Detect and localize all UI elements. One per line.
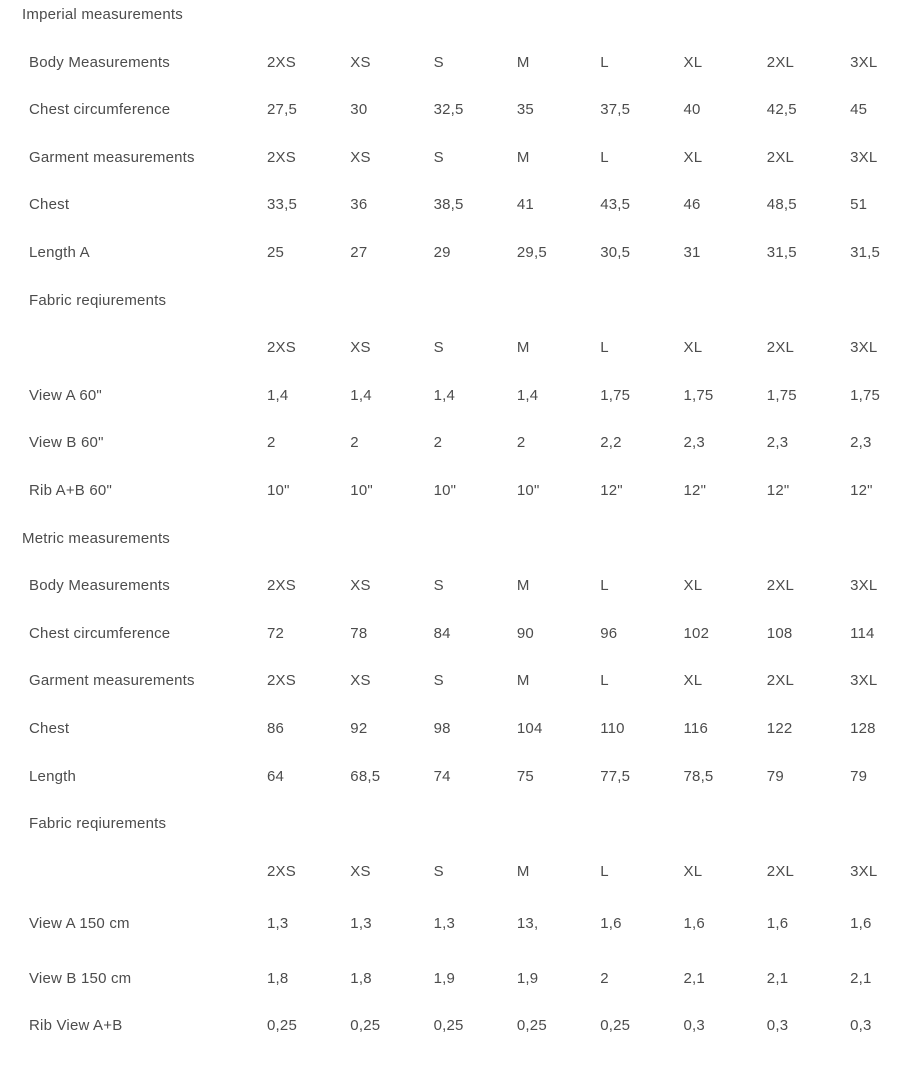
size-cell: 90 [516,624,534,642]
size-cell: 2 [600,969,609,987]
row-cells [267,971,900,987]
size-cell: 0,25 [267,1017,297,1035]
size-cell: L [600,672,609,690]
table-row [0,340,900,388]
size-cell: 1,75 [766,386,797,404]
size-cell: 0,3 [683,1017,705,1035]
size-cell: 3XL [850,577,878,595]
size-cell: 2XS [267,862,296,880]
size-cell: 25 [267,243,285,261]
size-cell: 1,3 [267,915,289,933]
row-cells [267,388,900,404]
size-cell: 31 [683,243,701,261]
size-cell: 30,5 [600,243,631,261]
size-cell: 46 [683,196,701,214]
size-cell: 104 [516,719,543,737]
row-label: Imperial measurements [22,6,183,23]
size-cell: XL [683,862,703,880]
table-row [0,916,900,964]
row-label: Rib View A+B [29,1017,123,1035]
size-cell: 96 [600,624,618,642]
size-cell: 84 [433,624,451,642]
table-row [0,102,900,150]
size-cell: 79 [766,767,784,785]
row-label: Chest [29,196,70,214]
row-label: Garment measurements [29,148,195,166]
table-row [0,197,900,245]
size-cell: 2XS [267,339,296,357]
size-cell: 35 [516,101,534,119]
table-row [0,293,900,341]
size-cell: 77,5 [600,767,631,785]
size-cell: 0,3 [850,1017,872,1035]
size-cell: 1,4 [516,386,539,404]
size-cell: M [516,148,530,166]
row-label: Body Measurements [29,577,170,595]
table-row [0,7,900,55]
size-cell: S [433,862,444,880]
size-cell: L [600,148,609,166]
size-cell: 110 [600,719,625,737]
size-cell: 51 [850,196,868,214]
table-row [0,1018,900,1066]
size-cell: 10" [267,481,290,499]
size-cell: 45 [850,101,868,119]
size-cell: XS [350,339,371,357]
size-cell: 0,25 [433,1017,464,1035]
size-cell: 1,8 [267,969,289,987]
size-cell: 1,8 [350,969,372,987]
size-cell: XS [350,53,371,71]
size-cell: 37,5 [600,101,631,119]
size-cell: XS [350,148,371,166]
size-cell: 2XS [267,672,296,690]
size-cell: 2,3 [766,434,789,452]
size-cell: 102 [683,624,710,642]
size-cell: 10" [350,481,373,499]
size-cell: 40 [683,101,701,119]
table-row [0,388,900,436]
row-label: Chest [29,719,70,737]
size-cell: 42,5 [766,101,797,119]
row-label: Rib A+B 60" [29,481,112,499]
size-cell: 29 [433,243,451,261]
row-label: Fabric reqiurements [29,291,167,309]
size-cell: 2 [516,434,526,452]
table-row [0,816,900,864]
size-cell: 1,6 [600,915,622,933]
row-cells [267,435,900,451]
size-cell: 1,9 [433,969,456,987]
size-cell: XS [350,672,371,690]
size-cell: 2XL [766,577,795,595]
table-row [0,721,900,769]
size-cell: 2,1 [683,969,705,987]
size-cell: 86 [267,719,285,737]
row-label: Metric measurements [22,529,171,547]
size-cell: M [516,672,530,690]
table-row [0,578,900,626]
table-row [0,245,900,293]
size-cell: 10" [516,481,540,499]
size-cell: 2,3 [683,434,705,452]
size-cell: 2XS [267,53,296,71]
size-cell: 2XL [766,53,795,71]
size-cell: XS [350,862,371,880]
size-cell: S [433,672,444,690]
size-cell: 0,3 [766,1017,789,1035]
size-cell: 2,2 [600,434,622,452]
size-cell: 75 [516,767,534,785]
size-cell: 1,75 [683,386,714,404]
size-cell: 32,5 [433,101,464,119]
row-label: Length [29,767,77,785]
row-label: Length A [29,243,90,261]
size-cell: 1,75 [600,386,631,404]
row-label: Garment measurements [29,672,195,690]
table-row [0,55,900,103]
row-label: Body Measurements [29,53,170,71]
size-cell: 1,6 [683,915,705,933]
size-cell: L [600,53,609,71]
size-cell: 2 [350,434,359,452]
size-cell: M [516,577,530,595]
row-cells [267,483,900,499]
size-cell: M [516,862,530,880]
size-cell: 0,25 [600,1017,631,1035]
row-cells [267,197,900,213]
table-row [0,673,900,721]
size-cell: 108 [766,624,793,642]
size-cell: XL [683,672,703,690]
size-cell: 1,9 [516,969,539,987]
size-cell: 2XL [766,148,795,166]
size-cell: 3XL [850,339,878,357]
size-cell: 48,5 [766,196,797,214]
size-cell: 12" [600,481,623,499]
size-cell: 2XL [766,339,795,357]
table-row [0,435,900,483]
size-cell: L [600,339,609,357]
size-cell: S [433,339,444,357]
size-cell: 31,5 [766,243,797,261]
size-cell: XL [683,53,703,71]
size-cell: 12" [850,481,873,499]
row-label: View A 60" [29,386,102,404]
size-cell: 74 [433,767,451,785]
row-cells [267,769,900,785]
row-label: Chest circumference [29,101,171,119]
size-cell: 33,5 [267,196,297,214]
size-cell: 2XL [766,672,795,690]
table-row [0,150,900,198]
size-cell: 128 [850,719,876,737]
size-cell: 3XL [850,53,878,71]
size-cell: 68,5 [350,767,381,785]
size-cell: 1,4 [433,386,456,404]
size-cell: 1,4 [350,386,372,404]
size-cell: 27,5 [267,101,297,119]
size-cell: 1,3 [350,915,372,933]
size-cell: 1,6 [766,915,789,933]
row-cells [267,626,900,642]
row-cells [267,150,900,166]
size-cell: 12" [683,481,707,499]
table-row [0,864,900,912]
size-cell: M [516,53,530,71]
size-cell: 13, [516,915,539,933]
size-cell: 41 [516,196,534,214]
size-cell: 1,3 [433,915,456,933]
size-cell: 36 [350,196,368,214]
size-cell: M [516,339,530,357]
size-cell: 3XL [850,148,878,166]
row-label: View A 150 cm [29,915,130,933]
row-label: Fabric reqiurements [29,815,167,833]
size-cell: 98 [433,719,451,737]
size-cell: 0,25 [350,1017,381,1035]
size-cell: 122 [766,719,793,737]
size-cell: 2,3 [850,434,872,452]
row-cells [267,578,900,594]
size-cell: 1,75 [850,386,881,404]
size-cell: XL [683,577,703,595]
size-cell: 2,1 [850,969,872,987]
size-cell: 2,1 [766,969,789,987]
size-cell: XL [683,148,703,166]
size-cell: L [600,577,609,595]
size-cell: 2XL [766,862,795,880]
row-cells [267,916,900,932]
row-cells [267,1018,900,1034]
row-cells [267,102,900,118]
size-cell: 2XS [267,148,296,166]
row-label: Chest circumference [29,624,171,642]
size-cell: 2XS [267,577,296,595]
row-cells [267,55,900,71]
size-cell: 92 [350,719,368,737]
size-cell: 10" [433,481,457,499]
row-cells [267,864,900,880]
table-row [0,626,900,674]
size-cell: 116 [683,719,708,737]
size-cell: 29,5 [516,243,547,261]
size-cell: 2 [433,434,443,452]
row-cells [267,245,900,261]
size-cell: 31,5 [850,243,881,261]
table-row [0,531,900,579]
size-cell: 43,5 [600,196,631,214]
size-cell: S [433,53,444,71]
size-cell: XL [683,339,703,357]
size-cell: 0,25 [516,1017,547,1035]
size-cell: XS [350,577,371,595]
size-cell: 1,4 [267,386,289,404]
size-cell: 30 [350,101,368,119]
size-cell: 27 [350,243,368,261]
size-cell: L [600,862,609,880]
size-cell: 12" [766,481,790,499]
row-cells [267,340,900,356]
size-cell: 3XL [850,862,878,880]
size-cell: 114 [850,624,875,642]
table-row [0,769,900,817]
row-cells [267,721,900,737]
size-cell: 78,5 [683,767,714,785]
size-cell: 79 [850,767,868,785]
size-cell: 78 [350,624,368,642]
size-cell: 3XL [850,672,878,690]
size-cell: 1,6 [850,915,872,933]
size-cell: 2 [267,434,276,452]
size-cell: 72 [267,624,285,642]
row-label: View B 60" [29,434,104,452]
size-cell: 64 [267,767,285,785]
size-cell: S [433,577,444,595]
table-row [0,971,900,1019]
row-label: View B 150 cm [29,969,132,987]
size-cell: S [433,148,444,166]
row-cells [267,673,900,689]
size-cell: 38,5 [433,196,464,214]
table-row [0,483,900,531]
